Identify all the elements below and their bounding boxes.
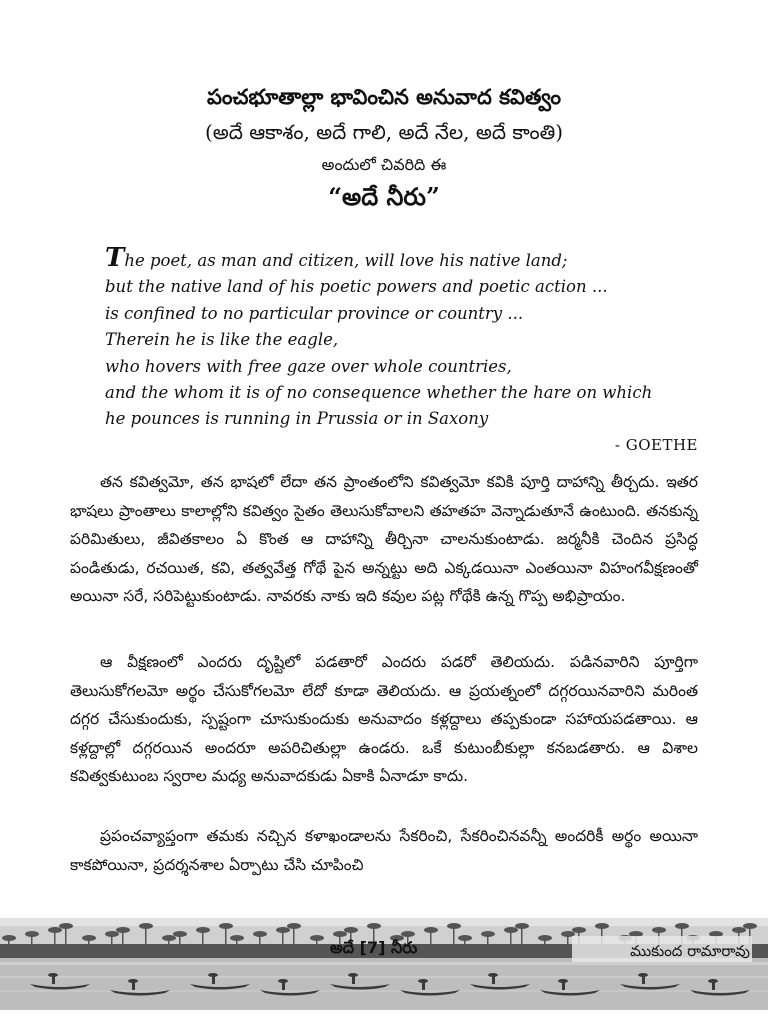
page-subtitle: (అదే ఆకాశం, అదే గాలి, అదే నేల, అదే కాంతి) <box>204 120 564 144</box>
umbrella <box>418 979 428 983</box>
boat-rower <box>352 976 355 984</box>
palm-tree-crown <box>82 935 96 941</box>
quote-line: Therein he is like the eagle, <box>105 330 339 350</box>
intro-line: అందులో చివరిది ఈ <box>321 155 447 174</box>
palm-tree-crown <box>743 923 757 929</box>
quote-line: is confined to no particular province or country ... <box>105 303 524 323</box>
palm-tree-crown <box>652 927 666 933</box>
palm-tree-trunk <box>293 926 295 948</box>
palm-tree-crown <box>105 931 119 937</box>
umbrella <box>708 979 718 983</box>
palm-tree-trunk <box>65 926 67 948</box>
palm-tree-crown <box>116 927 130 933</box>
palm-tree-trunk <box>453 926 455 948</box>
palm-tree-crown <box>219 923 233 929</box>
quote-line: and the whom it is of no consequence whether the hare on which <box>105 383 653 403</box>
palm-tree-crown <box>458 935 472 941</box>
palm-tree-crown <box>424 927 438 933</box>
boat-rower <box>132 982 135 990</box>
palm-tree-crown <box>401 931 415 937</box>
palm-tree-crown <box>2 935 16 941</box>
quote-line: but the native land of his poetic powers and poetic action ... <box>105 277 608 297</box>
palm-tree-crown <box>732 927 746 933</box>
palm-tree-crown <box>344 927 358 933</box>
palm-tree-crown <box>25 931 39 937</box>
palm-tree-crown <box>59 923 73 929</box>
body-paragraph: తన కవిత్వమో, తన భాషలో లేదా తన ప్రాంతంలోని కవిత్వమో కవికి పూర్తి దాహాన్ని తీర్చదు. ఇతర భాషలు ప్రాంతాలు కాలాల్లోని కవిత్వం సైతం తెలుసుకోవాలని తహతహ వెన్నాడుతూనే ఉంటుంది. తనకున్న పరిమితులు, జీవితకాలం ఏ కొంత ఆ దాహాన్ని తీర్చినా చాలనుకుంటాడు. జర్మనీకి చెందిన ప్రసిద్ధ పండితుడు, రచయిత, కవి, తత్వవేత్త గోథే పైన అన్నట్టు అది ఎక్కడయినా ఎంతయినా విహంగవీక్షణంతో అయినా సరే, సరిపెట్టుకుంటాడు. నావరకు నాకు ఇది కవుల పట్ల గోథేకి ఉన్న గొప్ప అభిప్రాయం. <box>70 473 698 605</box>
goethe-quote <box>105 245 705 433</box>
backwater-scene-illustration <box>0 918 768 1010</box>
quote-line: who hovers with free gaze over whole countries, <box>105 356 512 376</box>
boat-rower <box>282 982 285 990</box>
footer-page-label: అదే [7] నీరు <box>330 938 418 957</box>
umbrella <box>128 979 138 983</box>
umbrella <box>278 979 288 983</box>
quote-attribution: - GOETHE <box>614 436 698 454</box>
boat-rower <box>712 982 715 990</box>
palm-tree-crown <box>230 935 244 941</box>
palm-tree-crown <box>481 931 495 937</box>
quote-line: he pounces is running in Prussia or in Saxony <box>105 409 489 429</box>
palm-tree-crown <box>675 923 689 929</box>
palm-tree-crown <box>310 935 324 941</box>
palm-tree-crown <box>515 923 529 929</box>
palm-tree-crown <box>538 935 552 941</box>
palm-tree-crown <box>287 923 301 929</box>
boat-rower <box>212 976 215 984</box>
umbrella <box>348 973 358 977</box>
body-paragraph: ఆ వీక్షణంలో ఎందరు దృష్టిలో పడతారో ఎందరు పడరో తెలియదు. పడినవారిని పూర్తిగా తెలుసుకోగలమో అర్థం చేసుకోగలమో లేదో కూడా తెలియదు. ఆ ప్రయత్నంలో దగ్గరయినవారిని మరింత దగ్గర చేసుకుందుకు, స్పష్టంగా చూసుకుందుకు అనువాదం కళ్లద్దాలు తప్పకుండా సహాయపడతాయి. ఆ కళ్లద్దాల్లో దగ్గరయిన అందరూ అపరిచితుల్లా ఉండరు. ఒకే కుటుంబీకుల్లా కనబడతారు. ఆ విశాల కవిత్వకుటుంబ స్వరాల మధ్య అనువాదకుడు ఏకాకి ఏనాడూ కాదు. <box>70 653 698 785</box>
palm-tree-crown <box>572 927 586 933</box>
boat-rower <box>52 976 55 984</box>
footer-author: ముకుంద రామారావు <box>630 942 750 960</box>
quote-line-text: he poet, as man and citizen, will love his native land; <box>124 251 568 270</box>
main-title: “అదే నీరు” <box>328 182 440 211</box>
umbrella <box>48 973 58 977</box>
palm-tree-crown <box>447 923 461 929</box>
palm-tree-crown <box>173 931 187 937</box>
palm-tree-crown <box>595 923 609 929</box>
quote-line <box>105 245 705 274</box>
palm-tree-crown <box>48 927 62 933</box>
palm-tree-crown <box>333 931 347 937</box>
palm-tree-crown <box>276 927 290 933</box>
umbrella <box>208 973 218 977</box>
palm-tree-trunk <box>521 926 523 948</box>
palm-tree-crown <box>367 923 381 929</box>
palm-tree-trunk <box>145 926 147 948</box>
palm-tree-crown <box>139 923 153 929</box>
page-title: పంచభూతాల్లా భావించిన అనువాద కవిత్వం <box>206 84 562 109</box>
palm-tree-crown <box>196 927 210 933</box>
palm-tree-crown <box>504 927 518 933</box>
footer-banner <box>0 918 768 1010</box>
boat-rower <box>642 976 645 984</box>
umbrella <box>638 973 648 977</box>
umbrella <box>488 973 498 977</box>
boat-rower <box>492 976 495 984</box>
quote-dropcap: T <box>105 243 125 273</box>
palm-tree-crown <box>253 931 267 937</box>
body-paragraph: ప్రపంచవ్యాప్తంగా తమకు నచ్చిన కళాఖండాలను సేకరించి, సేకరించినవన్నీ అందరికీ అర్థం అయినా కాకపోయినా, ప్రదర్శనశాల ఏర్పాటు చేసి చూపించి <box>70 827 698 874</box>
palm-tree-crown <box>162 935 176 941</box>
palm-tree-trunk <box>225 926 227 948</box>
umbrella <box>558 979 568 983</box>
boat-rower <box>562 982 565 990</box>
boat-rower <box>422 982 425 990</box>
